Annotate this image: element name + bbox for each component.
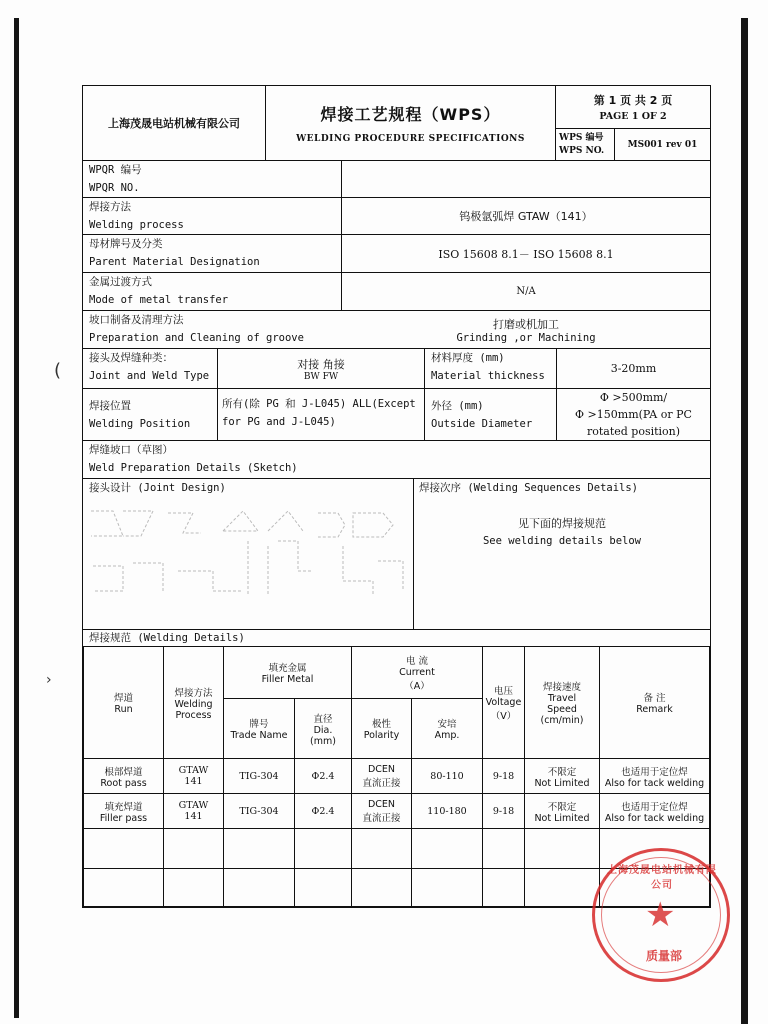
cell-dia: Φ2.4 bbox=[295, 794, 352, 829]
cell-amp: 110-180 bbox=[412, 794, 483, 829]
parent-material-label bbox=[83, 235, 342, 272]
transfer-label-cn: 金属过渡方式 bbox=[89, 276, 152, 288]
cell-polarity-1: DCEN bbox=[367, 763, 396, 775]
header-current-cn: 电 流 bbox=[405, 656, 429, 667]
joint-value bbox=[218, 349, 425, 388]
diameter-label-en: Outside Diameter bbox=[431, 417, 533, 430]
diameter-label-cn: 外径 (mm) bbox=[431, 399, 484, 412]
header-speed bbox=[525, 647, 600, 759]
cell-volt: 9-18 bbox=[483, 794, 525, 829]
sketch-joint bbox=[133, 563, 163, 593]
process-label-en: Welding process bbox=[89, 219, 184, 231]
header-speed-en1: Travel bbox=[547, 693, 577, 704]
cell-remark-en: Also for tack welding bbox=[604, 812, 705, 824]
prep-value-cn: 打磨或机加工 bbox=[493, 317, 559, 331]
header-trade-cn: 牌号 bbox=[249, 719, 269, 730]
joint-label bbox=[83, 349, 218, 388]
joint-design-label: 接头设计 (Joint Design) bbox=[89, 482, 226, 494]
header-voltage-en1: Voltage bbox=[485, 697, 522, 708]
form-header bbox=[82, 85, 711, 161]
sketch-joint bbox=[343, 546, 373, 596]
thickness-label-cn: 材料厚度 (mm) bbox=[431, 352, 505, 364]
header-voltage bbox=[483, 647, 525, 759]
process-row bbox=[83, 197, 710, 234]
scan-edge bbox=[741, 26, 748, 1024]
wpqr-row bbox=[83, 161, 710, 197]
header-trade-en: Trade Name bbox=[230, 730, 288, 741]
cell-process bbox=[164, 794, 224, 829]
sequence-panel bbox=[414, 479, 710, 629]
position-label-en: Welding Position bbox=[89, 417, 191, 430]
transfer-label-en: Mode of metal transfer bbox=[89, 294, 229, 306]
header-process-en2: Process bbox=[175, 709, 212, 721]
cell-remark-en: Also for tack welding bbox=[604, 777, 705, 789]
sketch-groove bbox=[268, 511, 303, 531]
preparation-value bbox=[342, 311, 710, 348]
diameter-label bbox=[425, 389, 557, 440]
header-process-cn: 焊接方法 bbox=[174, 687, 213, 699]
table-header-row bbox=[84, 647, 710, 699]
cell-polarity-1: DCEN bbox=[367, 798, 396, 810]
prep-label-cn: 坡口制备及清理方法 bbox=[89, 314, 184, 326]
cell-process-2: 141 bbox=[184, 811, 203, 822]
page-number-cn: 第 1 页 共 2 页 bbox=[593, 94, 673, 107]
transfer-value: N/A bbox=[516, 286, 536, 297]
sketch-row bbox=[83, 440, 710, 478]
diameter-value-line2: Φ >150mm(PA or PC bbox=[575, 408, 692, 421]
cell-remark bbox=[600, 794, 710, 829]
sketch-joint bbox=[378, 561, 403, 591]
header-speed-en3: (cm/min) bbox=[540, 715, 584, 726]
cell-speed-en: Not Limited bbox=[534, 812, 590, 824]
joint-value-en: BW FW bbox=[303, 371, 339, 382]
sequence-note-cn: 见下面的焊接规范 bbox=[518, 517, 606, 530]
cell-process-1: GTAW bbox=[178, 800, 209, 811]
header-dia-en1: Dia. bbox=[313, 724, 333, 736]
joint-value-cn: 对接 角接 bbox=[297, 357, 345, 371]
table-row bbox=[84, 794, 710, 829]
header-polarity-cn: 极性 bbox=[371, 719, 391, 730]
header-amp-en: Amp. bbox=[434, 730, 460, 741]
transfer-label bbox=[83, 273, 342, 310]
cell-dia: Φ2.4 bbox=[295, 759, 352, 794]
margin-mark: › bbox=[46, 672, 52, 688]
wpqr-label-cn: WPQR 编号 bbox=[89, 164, 142, 176]
sketch-joint bbox=[178, 571, 243, 591]
cell-run-en: Root pass bbox=[100, 777, 147, 789]
sketch-groove bbox=[223, 511, 258, 531]
parent-material-value: ISO 15608 8.1－ ISO 15608 8.1 bbox=[438, 247, 614, 261]
header-remark-cn: 备 注 bbox=[643, 693, 666, 704]
cell-speed-en: Not Limited bbox=[534, 777, 590, 789]
position-value-line1: 所有(除 PG 和 J-L045) ALL(Except bbox=[222, 398, 416, 410]
thickness-label-en: Material thickness bbox=[431, 370, 545, 382]
sketch-label bbox=[83, 441, 710, 478]
company-name: 上海茂晟电站机械有限公司 bbox=[83, 86, 266, 160]
joint-design-panel bbox=[83, 479, 414, 629]
wps-form bbox=[82, 85, 711, 908]
cell-speed-cn: 不限定 bbox=[547, 801, 577, 813]
position-label-cn: 焊接位置 bbox=[89, 399, 131, 412]
cell-run-cn: 根部焊道 bbox=[104, 766, 143, 778]
header-dia-cn: 直径 bbox=[313, 713, 333, 725]
sketch-groove bbox=[318, 513, 345, 537]
sketch-groove bbox=[123, 511, 153, 536]
parent-label-en: Parent Material Designation bbox=[89, 256, 260, 268]
cell-amp: 80-110 bbox=[412, 759, 483, 794]
process-label bbox=[83, 198, 342, 234]
page-number bbox=[556, 86, 710, 129]
diameter-value bbox=[557, 389, 710, 440]
wps-label-en: WPS NO. bbox=[559, 145, 605, 156]
thickness-label bbox=[425, 349, 557, 388]
transfer-row bbox=[83, 272, 710, 310]
form-body bbox=[82, 161, 711, 908]
header-filler bbox=[224, 647, 352, 699]
header-polarity bbox=[352, 699, 412, 759]
cell-run bbox=[84, 794, 164, 829]
sketch-groove bbox=[91, 511, 123, 536]
sketch-joint bbox=[93, 566, 123, 591]
header-speed-en2: Speed bbox=[547, 704, 577, 715]
sketch-groove bbox=[353, 513, 393, 537]
header-polarity-en: Polarity bbox=[363, 730, 400, 741]
stamp-text: 质量部 bbox=[645, 949, 682, 963]
parent-label-cn: 母材牌号及分类 bbox=[89, 238, 163, 250]
page-number-en: PAGE 1 OF 2 bbox=[599, 111, 667, 122]
wps-number-value: MS001 rev 01 bbox=[627, 139, 698, 150]
preparation-row bbox=[83, 310, 710, 348]
title-cn: 焊接工艺规程（WPS） bbox=[320, 105, 501, 124]
wps-label-cn: WPS 编号 bbox=[559, 132, 604, 143]
joint-label-cn: 接头及焊缝种类： bbox=[89, 352, 173, 364]
sketch-label-cn: 焊缝坡口（草图） bbox=[89, 444, 173, 456]
position-label bbox=[83, 389, 218, 440]
cell-trade: TIG-304 bbox=[224, 759, 295, 794]
diameter-value-line3: rotated position) bbox=[586, 425, 681, 438]
wps-number bbox=[556, 129, 710, 160]
stamp-ring-text: 上海茂晟电站机械有限公司 bbox=[607, 865, 717, 891]
header-right bbox=[556, 86, 710, 160]
cell-polarity-2: 直流正接 bbox=[362, 812, 401, 824]
prep-value-en: Grinding ,or Machining bbox=[456, 331, 596, 344]
title-en: WELDING PROCEDURE SPECIFICATIONS bbox=[296, 134, 525, 144]
design-row bbox=[83, 478, 710, 629]
wpqr-label bbox=[83, 161, 342, 197]
header-voltage-en2: （V） bbox=[490, 711, 517, 722]
sequence-note-en: See welding details below bbox=[482, 535, 642, 547]
header-amp bbox=[412, 699, 483, 759]
details-label-row bbox=[83, 629, 710, 646]
cell-process-1: GTAW bbox=[178, 765, 209, 776]
cell-run-cn: 填充焊道 bbox=[104, 801, 143, 813]
header-remark bbox=[600, 647, 710, 759]
header-run bbox=[84, 647, 164, 759]
sketch-label-en: Weld Preparation Details (Sketch) bbox=[89, 462, 298, 474]
wps-number-label bbox=[556, 129, 615, 160]
sketch-groove bbox=[168, 513, 201, 533]
sketch-joint bbox=[248, 541, 268, 596]
joint-label-en: Joint and Weld Type bbox=[89, 370, 210, 382]
cell-polarity-2: 直流正接 bbox=[362, 777, 401, 789]
cell-remark-cn: 也适用于定位焊 bbox=[621, 801, 688, 813]
header-process-en1: Welding bbox=[174, 698, 213, 710]
sketch-joint bbox=[278, 541, 313, 571]
header-current-en1: Current bbox=[399, 667, 435, 678]
cell-speed bbox=[525, 794, 600, 829]
cell-process-2: 141 bbox=[184, 776, 203, 787]
margin-mark: ( bbox=[54, 360, 62, 381]
cell-speed bbox=[525, 759, 600, 794]
diameter-value-line1: Φ >500mm/ bbox=[599, 391, 668, 404]
header-remark-en: Remark bbox=[636, 704, 673, 715]
cell-polarity bbox=[352, 759, 412, 794]
position-value-line2: for PG and J-L045) bbox=[222, 416, 336, 428]
cell-run bbox=[84, 759, 164, 794]
parent-material-row bbox=[83, 234, 710, 272]
form-title bbox=[266, 86, 556, 160]
cell-remark-cn: 也适用于定位焊 bbox=[621, 766, 688, 778]
table-row bbox=[84, 759, 710, 794]
sequence-label: 焊接次序 (Welding Sequences Details) bbox=[419, 482, 639, 494]
header-amp-cn: 安培 bbox=[437, 719, 457, 730]
header-dia-en2: (mm) bbox=[310, 735, 336, 747]
header-current bbox=[352, 647, 483, 699]
header-filler-cn: 填充金属 bbox=[268, 663, 307, 674]
joint-row bbox=[83, 348, 710, 388]
cell-trade: TIG-304 bbox=[224, 794, 295, 829]
cell-volt: 9-18 bbox=[483, 759, 525, 794]
header-speed-cn: 焊接速度 bbox=[542, 682, 581, 693]
preparation-label bbox=[83, 311, 342, 348]
joint-sketch bbox=[83, 501, 414, 621]
header-run-en: Run bbox=[114, 704, 133, 715]
header-current-en2: （A） bbox=[404, 681, 430, 692]
cell-remark bbox=[600, 759, 710, 794]
position-value bbox=[218, 389, 425, 440]
quality-stamp bbox=[592, 848, 730, 982]
header-process bbox=[164, 647, 224, 759]
thickness-value: 3-20mm bbox=[610, 362, 657, 375]
cell-process bbox=[164, 759, 224, 794]
cell-polarity bbox=[352, 794, 412, 829]
process-value: 钨极氩弧焊 GTAW（141） bbox=[459, 210, 593, 223]
cell-run-en: Filler pass bbox=[99, 812, 148, 824]
process-label-cn: 焊接方法 bbox=[89, 201, 131, 213]
prep-label-en: Preparation and Cleaning of groove bbox=[89, 332, 304, 344]
header-trade-name bbox=[224, 699, 295, 759]
details-label: 焊接规范 (Welding Details) bbox=[89, 632, 245, 644]
header-run-cn: 焊道 bbox=[113, 693, 133, 704]
header-voltage-cn: 电压 bbox=[493, 686, 513, 697]
cell-speed-cn: 不限定 bbox=[547, 766, 577, 778]
wpqr-label-en: WPQR NO. bbox=[89, 182, 140, 194]
header-diameter bbox=[295, 699, 352, 759]
scan-edge bbox=[14, 18, 19, 1018]
position-row bbox=[83, 388, 710, 440]
header-filler-en: Filler Metal bbox=[261, 674, 314, 685]
star-icon: ★ bbox=[645, 895, 676, 935]
wpqr-value bbox=[342, 161, 710, 197]
